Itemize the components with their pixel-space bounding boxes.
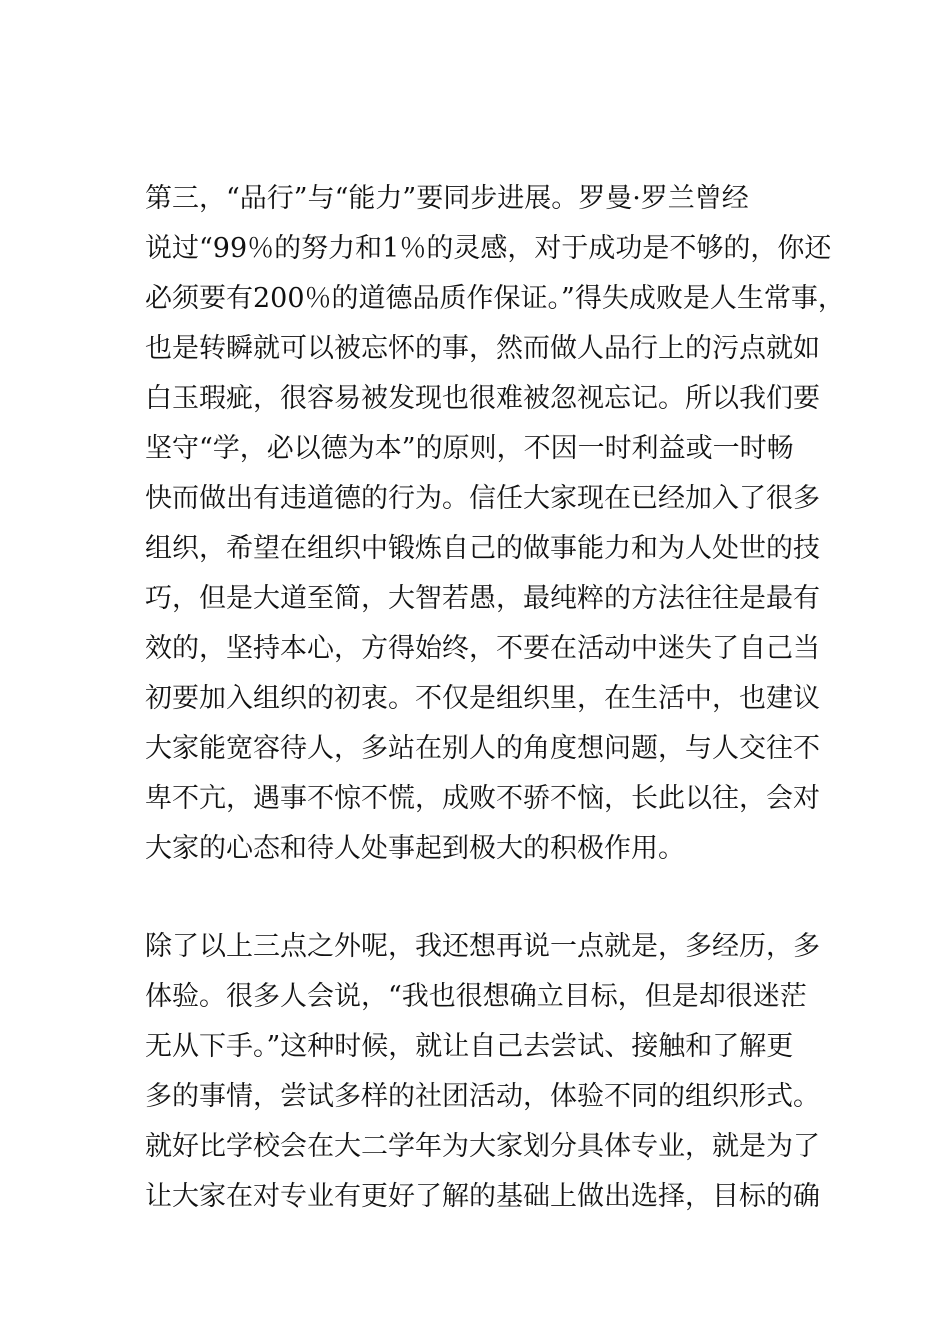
text-line: 白玉瑕疵，很容易被发现也很难被忽视忘记。所以我们要 (145, 383, 820, 414)
text-line: 效的，坚持本心，方得始终，不要在活动中迷失了自己当 (145, 633, 820, 664)
paragraph-character-and-ability (145, 174, 845, 874)
text-line: 除了以上三点之外呢，我还想再说一点就是，多经历，多 (145, 931, 820, 962)
text-line: 卑不亢，遇事不惊不慌，成败不骄不恼，长此以往，会对 (145, 783, 820, 814)
text-line: 无从下手。”这种时候，就让自己去尝试、接触和了解更 (145, 1031, 794, 1062)
text-line: 体验。很多人会说，“我也很想确立目标，但是却很迷茫 (145, 981, 807, 1012)
text-line: 让大家在对专业有更好了解的基础上做出选择，目标的确 (145, 1181, 820, 1212)
text-line: 快而做出有违道德的行为。信任大家现在已经加入了很多 (145, 483, 820, 514)
text-line: 必须要有200％的道德品质作保证。”得失成败是人生常事， (145, 283, 845, 314)
text-line: 多的事情，尝试多样的社团活动，体验不同的组织形式。 (145, 1081, 820, 1112)
text-line: 组织，希望在组织中锻炼自己的做事能力和为人处世的技 (145, 533, 820, 564)
text-line: 初要加入组织的初衷。不仅是组织里，在生活中，也建议 (145, 683, 820, 714)
text-line: 说过“99％的努力和1％的灵感，对于成功是不够的，你还 (145, 233, 832, 264)
text-line: 大家的心态和待人处事起到极大的积极作用。 (145, 833, 685, 864)
text-line: 大家能宽容待人，多站在别人的角度想问题，与人交往不 (145, 733, 820, 764)
paragraph-more-experience (145, 922, 825, 1222)
text-line: 坚守“学，必以德为本”的原则，不因一时利益或一时畅 (145, 433, 794, 464)
text-line: 也是转瞬就可以被忘怀的事，然而做人品行上的污点就如 (145, 333, 820, 364)
text-line: 第三，“品行”与“能力”要同步进展。罗曼·罗兰曾经 (145, 183, 749, 214)
text-line: 巧，但是大道至简，大智若愚，最纯粹的方法往往是最有 (145, 583, 820, 614)
text-line: 就好比学校会在大二学年为大家划分具体专业，就是为了 (145, 1131, 820, 1162)
